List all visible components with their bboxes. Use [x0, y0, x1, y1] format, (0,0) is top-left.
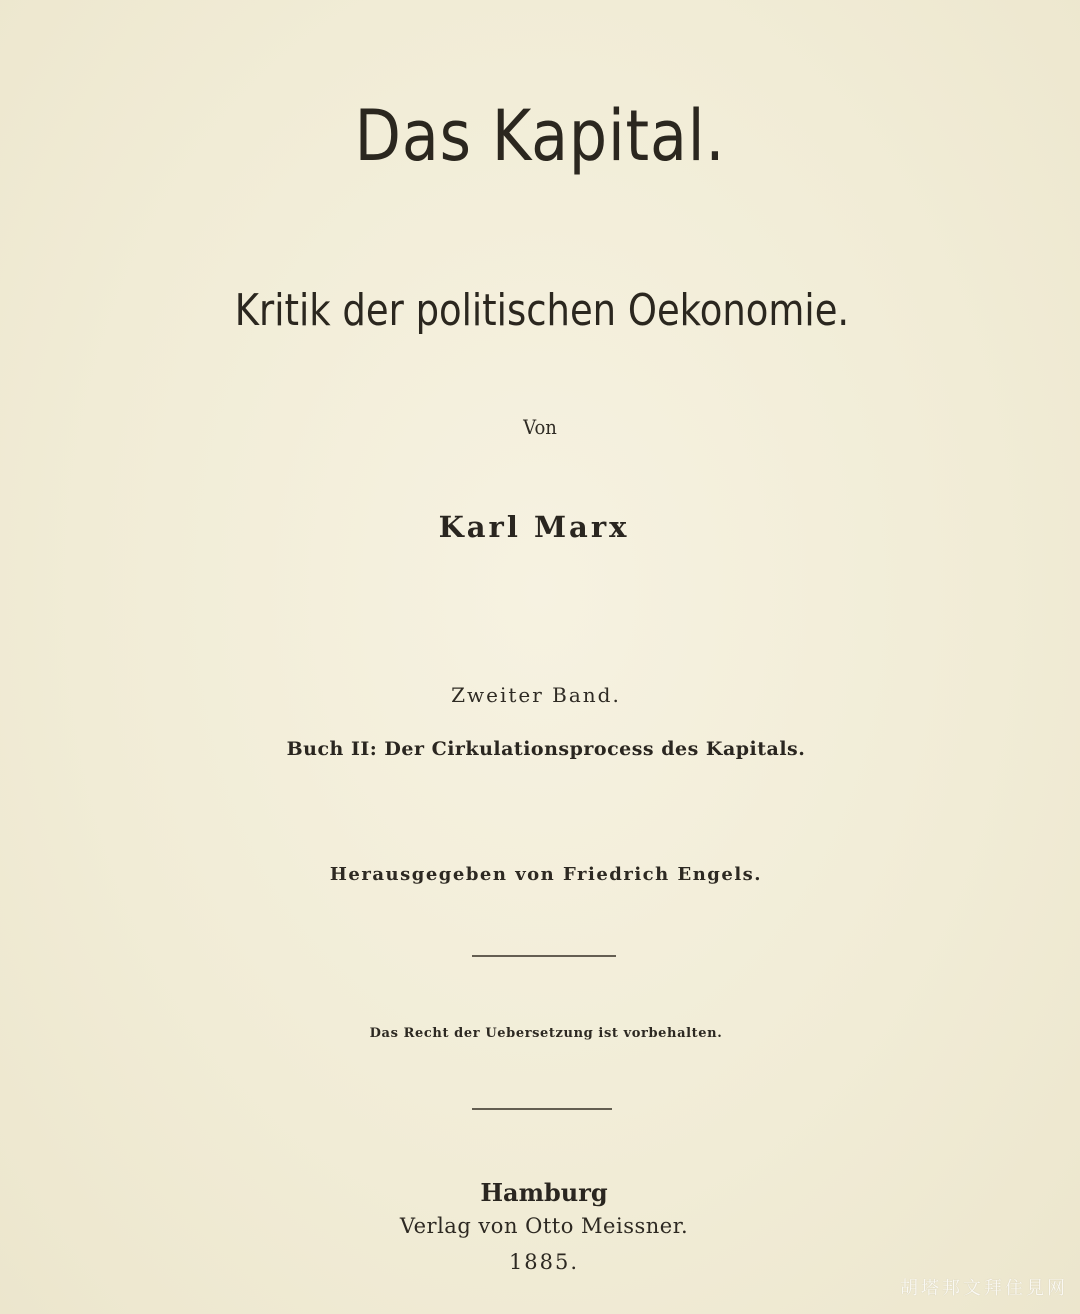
author-name: Karl Marx: [438, 510, 630, 544]
book-subtitle: Kritik der politischen Oekonomie.: [234, 285, 850, 336]
volume-label: Zweiter Band.: [451, 683, 621, 707]
book-part-title: Buch II: Der Cirkulationsprocess des Kapitals.: [286, 738, 806, 760]
watermark-text: 胡塔邦文拜住見网: [900, 1278, 1068, 1299]
divider-rule-bottom: [472, 1108, 612, 1110]
publication-city: Hamburg: [480, 1178, 608, 1207]
publication-year: 1885.: [508, 1250, 580, 1274]
rights-notice: Das Recht der Uebersetzung ist vorbehalten.: [369, 1026, 723, 1041]
editor-line: Herausgegeben von Friedrich Engels.: [329, 864, 763, 885]
book-title: Das Kapital.: [354, 95, 726, 177]
divider-rule-top: [472, 955, 616, 957]
by-label: Von: [523, 415, 557, 439]
publisher-name: Verlag von Otto Meissner.: [399, 1214, 689, 1238]
